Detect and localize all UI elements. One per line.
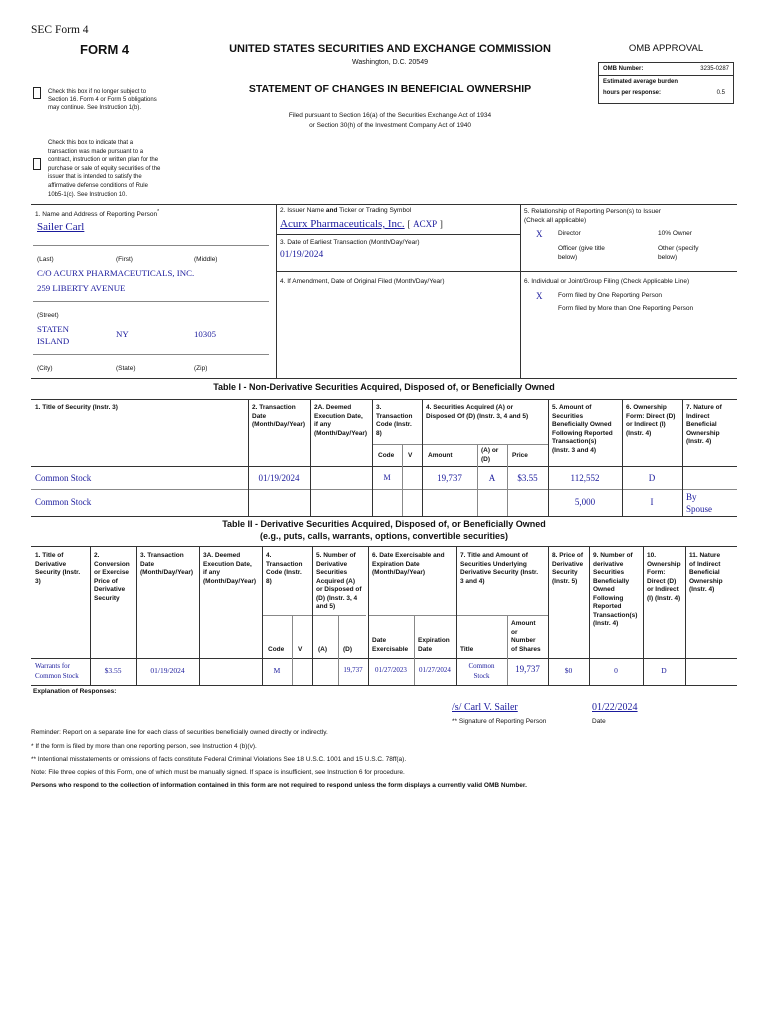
box4-label: 4. If Amendment, Date of Original Filed (Month/Day/Year) <box>280 278 445 285</box>
t2-header-line: Derivative Security (Instr. <box>460 569 539 576</box>
t2-header-line: Security (Instr. <box>35 569 81 576</box>
rule <box>520 204 521 378</box>
t2-header-line: Form: <box>647 569 666 576</box>
rule <box>310 399 311 516</box>
filed-pursuant-line-1: Filed pursuant to Section 16(a) of the Securities Exchange Act of 1934 <box>288 112 492 119</box>
t2-header-line: (Instr. 5) <box>552 577 578 585</box>
officer-line: below) <box>558 254 578 261</box>
t2-row-title-line: Common Stock <box>35 672 79 680</box>
t2-subheader-v: V <box>298 646 303 653</box>
rule <box>136 546 137 685</box>
t1-header-line: (D) <box>481 455 491 463</box>
rule <box>643 546 644 685</box>
section16-checkbox[interactable] <box>33 87 41 99</box>
ticker-open: [ <box>407 219 411 229</box>
ticker-symbol: ACXP <box>413 219 438 229</box>
omb-number-row <box>599 63 733 76</box>
t1-subheader-amount: Amount <box>428 452 453 459</box>
t1-row1-amount: 19,737 <box>437 473 462 483</box>
earliest-transaction-date: 01/19/2024 <box>280 250 324 260</box>
t2-header-line: Date <box>140 560 155 568</box>
city-line: ISLAND <box>37 336 70 346</box>
t2-subheader-exercisable <box>372 637 408 654</box>
t2-header-owned <box>593 552 637 629</box>
address-line-1: C/O ACURX PHARMACEUTICALS, INC. <box>37 268 195 278</box>
t1-header-acquired <box>426 404 528 421</box>
t2-header-line: 3. Transaction <box>140 552 184 559</box>
t2-header-line: or <box>511 628 518 636</box>
t1-subheader-code: Code <box>378 452 395 459</box>
director-mark: X <box>536 229 543 239</box>
rule <box>31 466 737 467</box>
t1-header-line: 5. Amount of <box>552 404 592 411</box>
table2-title-line: Table II - Derivative Securities Acquired, Disposed of, or Beneficially Owned <box>222 519 546 529</box>
rule <box>312 546 313 685</box>
t2-header-line: Code (Instr. <box>266 569 302 576</box>
city-label: (City) <box>37 365 53 372</box>
t2-header-nature <box>689 552 723 595</box>
t2-subheader-a: (A) <box>318 646 328 653</box>
t1-row2-owned: 5,000 <box>574 497 596 507</box>
t2-header-line: 3A. Deemed <box>203 552 241 559</box>
state-value: NY <box>116 329 129 339</box>
t2-header-line: Execution Date, <box>203 560 252 568</box>
box5-label <box>524 207 661 225</box>
rule <box>589 546 590 685</box>
t2-subheader-code: Code <box>268 646 285 653</box>
filed-pursuant-line-2: or Section 30(h) of the Investment Company Act of 1940 <box>309 122 471 129</box>
box1-label <box>35 209 159 218</box>
t2-header-line: Date <box>418 645 433 653</box>
t1-header-form <box>626 404 675 438</box>
t2-header-date <box>140 552 193 578</box>
box1-asterisk: * <box>157 209 160 215</box>
t1-header-line: or Indirect (I) <box>626 421 666 428</box>
t2-header-line: or Indirect <box>647 586 679 593</box>
other-line: Other (specify <box>658 245 699 252</box>
t2-header-line: Derivative <box>552 560 584 568</box>
t1-header-line: Beneficial <box>686 421 717 428</box>
t1-row1-price: $3.55 <box>517 473 538 483</box>
rule <box>414 615 415 685</box>
t2-header-line: Acquired (A) <box>316 577 355 585</box>
rule <box>31 204 737 205</box>
t1-subheader-aord <box>481 447 498 464</box>
rule <box>31 516 737 517</box>
t2-header-line: Derivative <box>35 560 67 568</box>
rule <box>682 399 683 516</box>
t1-header-line: Securities <box>552 412 584 420</box>
checkbox1-line: Check this box if no longer subject to <box>48 89 147 95</box>
t2-header-code <box>266 552 302 586</box>
address-line-2: 259 LIBERTY AVENUE <box>37 283 126 293</box>
t1-header-line: 3. <box>376 404 382 411</box>
form-title: FORM 4 <box>80 42 130 57</box>
t2-header-line: 10. <box>647 552 657 559</box>
box5-label-line: 5. Relationship of Reporting Person(s) to Issuer <box>524 208 661 215</box>
rule <box>276 271 737 272</box>
t1-row1-date: 01/19/2024 <box>258 473 300 483</box>
t1-header-line: 6. Ownership <box>626 404 667 411</box>
t1-header-deemed <box>314 404 367 438</box>
rule <box>338 615 339 685</box>
t2-header-line: Expiration Date <box>372 560 420 568</box>
checkbox1-line: Section 16. Form 4 or Form 5 obligations <box>48 97 157 103</box>
checkbox2-line: transaction was made pursuant to a <box>48 148 144 155</box>
t2-header-line: Expiration <box>418 637 450 644</box>
t2-header-line: 1. Title of <box>35 552 64 559</box>
footnote-asterisk: * If the form is filed by more than one reporting person, see Instruction 4 (b)(v). <box>31 743 257 750</box>
t2-header-line: 3) <box>35 577 41 585</box>
t2-header-line: 6. Date Exercisable and <box>372 552 445 559</box>
t2-row-owned: 0 <box>614 666 618 675</box>
state-label: (State) <box>116 365 136 372</box>
t1-header-owned <box>552 404 613 455</box>
t2-header-line: Reported <box>593 603 622 610</box>
box3-label: 3. Date of Earliest Transaction (Month/Day/Year) <box>280 239 420 246</box>
t2-header-line: or Disposed of <box>316 586 362 593</box>
t2-row-date: 01/19/2024 <box>150 666 185 675</box>
t2-header-line: (Month/Day/Year) <box>140 569 194 576</box>
t2-row-form: D <box>661 666 667 675</box>
rule <box>507 615 508 685</box>
t2-header-line: Date <box>372 637 387 644</box>
t1-header-line: 8) <box>376 429 382 437</box>
t1-row2-nature <box>686 491 712 515</box>
t2-header-line: 4. <box>266 552 272 559</box>
t2-header-form <box>647 552 681 603</box>
omb-burden-value: 0.5 <box>716 90 725 96</box>
t2-header-line: Ownership <box>647 560 681 568</box>
footnote-omb-notice: Persons who respond to the collection of information contained in this form are not required to respond unless the form displays a currently valid OMB Number. <box>31 782 527 789</box>
t2-header-exercisable <box>372 552 445 578</box>
t1-header-line: Ownership <box>686 429 720 437</box>
t2-header-line: 7. Title and Amount of <box>460 552 528 559</box>
t2-row-underlying-title <box>456 661 507 681</box>
other-line: below) <box>658 254 678 261</box>
explanation-label: Explanation of Responses: <box>33 688 117 695</box>
t2-header-line: Securities Underlying <box>460 560 527 568</box>
t2-header-line: 3 and 4) <box>460 577 485 585</box>
city-value <box>37 323 69 347</box>
t2-header-line: Ownership <box>689 577 723 585</box>
t2-row-disposed: 19,737 <box>343 666 363 674</box>
t1-header-line: Transaction(s) <box>552 438 597 445</box>
box5-label-line: (Check all applicable) <box>524 217 587 224</box>
checkbox2-line: affirmative defense conditions of Rule <box>48 182 148 189</box>
zip-label: (Zip) <box>194 365 208 372</box>
t2-subheader-title: Title <box>460 646 474 653</box>
rule-10b5-checkbox[interactable] <box>33 158 41 170</box>
t2-header-line: Owned <box>593 586 615 593</box>
rule <box>33 354 269 355</box>
ticker-close: ] <box>439 219 443 229</box>
officer-label <box>558 244 605 262</box>
omb-burden-label-1: Estimated average burden <box>603 79 679 85</box>
t1-header-line: Following Reported <box>552 429 613 437</box>
middle-label: (Middle) <box>194 256 218 263</box>
signature-name: /s/ Carl V. Sailer <box>452 702 518 713</box>
t1-header-line: Date <box>252 412 267 420</box>
t2-row-price: $0 <box>564 666 573 675</box>
t2-header-line: Price of <box>94 577 118 585</box>
rule <box>402 444 403 516</box>
t2-header-line: Conversion <box>94 560 130 568</box>
more-persons-label: Form filed by More than One Reporting Person <box>558 305 694 312</box>
t1-subheader-price: Price <box>512 452 528 459</box>
t1-row2-form: I <box>650 497 654 507</box>
agency-location: Washington, D.C. 20549 <box>351 59 428 66</box>
t1-header-line: 2A. Deemed <box>314 404 352 411</box>
t2-row-und-line: Stock <box>473 672 490 680</box>
rule <box>276 204 277 378</box>
ten-percent-owner-label: 10% Owner <box>658 230 692 237</box>
t2-header-line: 8. Price of <box>552 552 584 559</box>
zip-value: 10305 <box>194 329 216 339</box>
t1-row2-title: Common Stock <box>35 497 92 507</box>
rule <box>548 546 549 685</box>
t1-header-line: (A) or <box>481 447 499 454</box>
checkbox2-line: 10b5-1(c). See Instruction 10. <box>48 191 128 198</box>
t2-header-line: Direct (D) <box>647 577 677 585</box>
t1-header-line: (Instr. 4) <box>626 429 652 437</box>
omb-title: OMB APPROVAL <box>628 43 704 54</box>
t2-header-line: (D) (Instr. 3, 4 <box>316 594 358 602</box>
t1-header-nature <box>686 404 722 447</box>
rule <box>372 444 548 445</box>
director-label: Director <box>558 230 581 237</box>
t1-header-line: (Month/Day/Year) <box>314 429 368 437</box>
one-person-label: Form filed by One Reporting Person <box>558 292 663 299</box>
rule <box>276 234 520 235</box>
street-label: (Street) <box>37 312 59 319</box>
rule <box>422 399 423 516</box>
t1-header-line: (Month/Day/Year) <box>252 421 306 428</box>
t1-header-line: (Instr. 3 and 4) <box>552 446 597 454</box>
rule <box>685 546 686 685</box>
t1-header-line: 7. Nature of <box>686 404 722 411</box>
signature-date: 01/22/2024 <box>592 702 638 713</box>
t2-header-conversion <box>94 552 130 603</box>
t2-header-line: (Month/Day/Year) <box>203 577 257 585</box>
t1-header-date <box>252 404 305 430</box>
t1-header-line: if any <box>314 421 331 428</box>
rule <box>199 546 200 685</box>
box2-label <box>280 207 411 214</box>
rule <box>292 615 293 685</box>
signature-date-label: Date <box>592 718 606 725</box>
t2-header-line: 9. Number of <box>593 552 633 559</box>
rule-10b5-checkbox-label <box>48 139 160 199</box>
t1-header-code <box>376 404 412 438</box>
t2-row-expiration: 01/27/2024 <box>419 666 451 674</box>
rule <box>33 301 269 302</box>
t2-header-line: Beneficial <box>689 569 720 576</box>
t2-header-line: Transaction(s) <box>593 611 638 619</box>
rule <box>372 399 373 516</box>
t1-header-line: 4. Securities Acquired (A) or <box>426 404 514 411</box>
rule <box>262 546 263 685</box>
rule <box>31 399 737 400</box>
t2-header-underlying <box>460 552 538 586</box>
t2-header-line: Security <box>94 594 120 602</box>
footnote-reminder: Reminder: Report on a separate line for each class of securities beneficially owned directly or indirectly. <box>31 729 328 736</box>
t1-header-line: 2. Transaction <box>252 404 296 411</box>
t2-header-line: 5. Number of <box>316 552 356 559</box>
city-line: STATEN <box>37 324 70 334</box>
t2-header-line: Securities <box>593 569 625 576</box>
t2-header-line: 8) <box>266 577 272 585</box>
reporting-person-name-link[interactable]: Sailer Carl <box>37 221 85 233</box>
t2-header-line: derivative <box>593 560 624 568</box>
footnote-note: Note: File three copies of this Form, one of which must be manually signed. If space is insufficient, see Instruction 6 for procedure. <box>31 769 405 776</box>
t2-header-line: (Instr. 4) <box>689 586 715 593</box>
t2-row-und-line: Common <box>468 662 495 670</box>
omb-box <box>598 62 734 104</box>
rule <box>33 245 269 246</box>
page-header: SEC Form 4 <box>31 24 89 36</box>
issuer-name-link[interactable]: Acurx Pharmaceuticals, Inc. <box>280 218 405 230</box>
t1-row1-code: M <box>383 473 391 482</box>
nature-line: Spouse <box>686 504 713 514</box>
t2-header-line: and 5) <box>316 603 336 610</box>
t2-header-line: of Shares <box>511 645 541 653</box>
t1-row1-owned: 112,552 <box>570 473 600 483</box>
t2-subheader-expiration <box>418 637 450 654</box>
t1-header-line: Transaction <box>376 412 413 420</box>
statement-title: STATEMENT OF CHANGES IN BENEFICIAL OWNERSHIP <box>248 83 532 95</box>
box2-label-a: 2. Issuer Name <box>280 207 326 214</box>
checkbox2-line: issuer that is intended to satisfy the <box>48 174 142 181</box>
t1-row1-title: Common Stock <box>35 473 92 483</box>
box2-label-b: and <box>325 207 338 214</box>
t1-header-line: Indirect <box>686 412 710 420</box>
rule <box>31 378 737 379</box>
t1-row1-aord: A <box>488 473 496 483</box>
issuer-name <box>280 218 443 230</box>
t2-header-number <box>316 552 362 612</box>
t2-subheader-d: (D) <box>343 646 353 653</box>
omb-burden-label-2: hours per response: <box>603 90 662 96</box>
box6-label: 6. Individual or Joint/Group Filing (Check Applicable Line) <box>524 278 690 285</box>
t1-header-line: (Instr. 4) <box>686 438 712 445</box>
table1-title: Table I - Non-Derivative Securities Acquired, Disposed of, or Beneficially Owned <box>213 382 555 392</box>
other-label <box>658 244 698 262</box>
t2-row-code: M <box>273 666 281 675</box>
t2-header-line: 11. Nature <box>689 552 721 559</box>
t2-header-line: Beneficially <box>593 577 630 585</box>
t2-row-underlying-amount: 19,737 <box>515 664 540 674</box>
one-person-mark: X <box>536 291 543 301</box>
rule <box>31 489 737 490</box>
rule <box>262 615 366 616</box>
t1-header-line: Code (Instr. <box>376 421 412 428</box>
t2-subheader-amount <box>511 620 541 654</box>
checkbox2-line: contract, instruction or written plan for the <box>48 157 159 164</box>
t2-header-line: Transaction <box>266 560 303 568</box>
t2-header-price <box>552 552 583 586</box>
rule <box>31 685 737 686</box>
box1-label-text: 1. Name and Address of Reporting Person <box>35 211 158 219</box>
first-label: (First) <box>116 256 133 263</box>
t2-header-line: Exercisable <box>372 645 409 653</box>
t2-header-deemed <box>203 552 256 586</box>
nature-line: By <box>686 492 697 502</box>
t2-row-title <box>35 661 79 681</box>
t2-header-line: (I) (Instr. 4) <box>647 594 681 602</box>
t2-header-line: Number <box>511 637 536 644</box>
checkbox2-line: purchase or sale of equity securities of the <box>48 165 161 172</box>
section16-checkbox-label <box>48 88 157 112</box>
t1-header-title: 1. Title of Security (Instr. 3) <box>35 404 118 411</box>
t2-header-line: Security <box>552 569 578 576</box>
table2-title <box>31 518 737 542</box>
t2-header-line: Following <box>593 594 624 602</box>
t1-row1-form: D <box>648 473 656 483</box>
rule <box>90 546 91 685</box>
last-label: (Last) <box>37 256 54 263</box>
t2-row-exercisable: 01/27/2023 <box>375 666 407 674</box>
t2-header-title <box>35 552 80 586</box>
t2-row-conversion: $3.55 <box>104 666 122 675</box>
t2-header-line: (Month/Day/Year) <box>372 569 426 576</box>
agency-name: UNITED STATES SECURITIES AND EXCHANGE COMMISSION <box>229 43 551 55</box>
rule <box>368 615 548 616</box>
checkbox1-line: may continue. See Instruction 1(b). <box>48 105 142 111</box>
t1-header-line: Disposed Of (D) (Instr. 3, 4 and 5) <box>426 412 529 420</box>
footnote-double-asterisk: ** Intentional misstatements or omissions of facts constitute Federal Criminal Violations See 18 U.S.C. 1001 and 15 U.S.C. 78ff(a). <box>31 756 407 763</box>
t2-header-line: if any <box>203 569 220 576</box>
signature-label: ** Signature of Reporting Person <box>452 718 547 725</box>
rule <box>368 546 369 685</box>
officer-line: Officer (give title <box>558 245 605 252</box>
t1-header-line: Beneficially Owned <box>552 421 612 428</box>
t2-header-line: or Exercise <box>94 569 130 576</box>
table2-title-line: (e.g., puts, calls, warrants, options, convertible securities) <box>259 531 509 541</box>
t1-subheader-v: V <box>408 452 413 459</box>
t2-header-line: Amount <box>511 620 536 627</box>
checkbox2-line: Check this box to indicate that a <box>48 140 134 146</box>
t1-header-line: Execution Date, <box>314 412 363 420</box>
t2-header-line: 2. <box>94 552 100 559</box>
t2-row-title-line: Warrants for <box>35 662 71 670</box>
t2-header-line: Derivative <box>316 560 348 568</box>
omb-number-label: OMB Number: <box>603 66 644 72</box>
box2-label-c: Ticker or Trading Symbol <box>337 207 412 214</box>
t2-header-line: Securities <box>316 569 348 576</box>
t2-header-line: (Instr. 4) <box>593 620 619 627</box>
t1-header-line: Form: Direct (D) <box>626 412 676 420</box>
omb-number-value: 3235-0287 <box>700 66 729 72</box>
t2-header-line: Derivative <box>94 586 126 593</box>
rule <box>248 399 249 516</box>
t2-header-line: of Indirect <box>689 560 721 568</box>
